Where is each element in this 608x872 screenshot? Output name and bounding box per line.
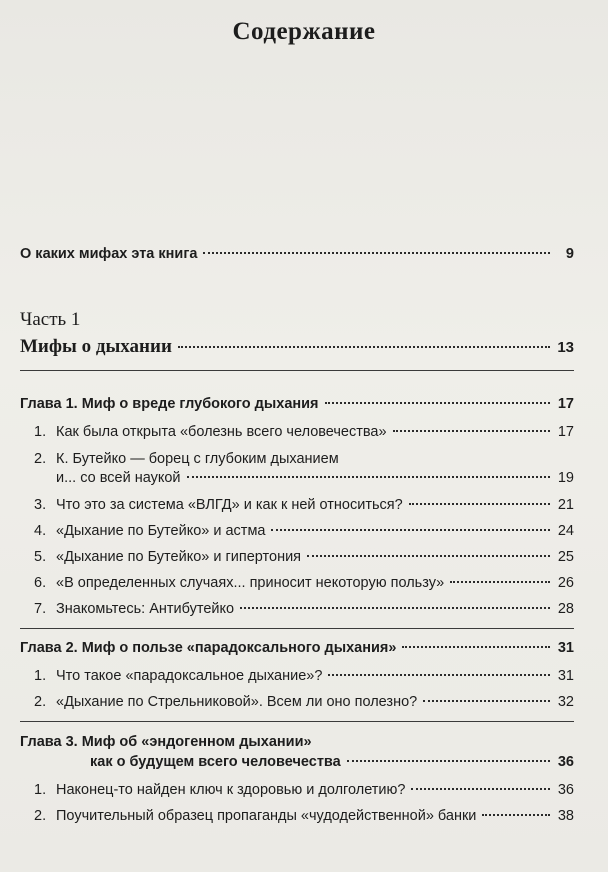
toc-page-number: 28 (557, 601, 574, 617)
toc-entry-text: О каких мифах эта книга (20, 246, 198, 262)
dot-leader (411, 788, 550, 790)
section-number: 7. (34, 601, 47, 617)
section-number: 1. (34, 782, 47, 798)
section-text: Знакомьтесь: Антибутейко (56, 601, 235, 617)
section-number: 2. (34, 694, 47, 710)
dot-leader (187, 476, 550, 478)
toc-page-number: 9 (565, 246, 574, 262)
toc-section (34, 523, 574, 539)
toc-entry-intro (20, 246, 574, 262)
toc-section (34, 782, 574, 798)
section-text: Как была открыта «болезнь всего человечества» (56, 424, 387, 440)
section-text: Что это за система «ВЛГД» и как к ней относиться? (56, 497, 403, 513)
section-text: «В определенных случаях... приносит некоторую пользу» (56, 575, 445, 591)
toc-page-number: 31 (557, 668, 574, 684)
chapter-title-continuation: как о будущем всего человечества (90, 754, 341, 770)
toc-page-number: 36 (557, 782, 574, 798)
dot-leader (178, 346, 550, 348)
toc-page-number: 17 (557, 424, 574, 440)
toc-section (34, 808, 574, 824)
toc-page-number: 36 (557, 754, 574, 770)
toc-entry-part (20, 336, 574, 358)
toc-section (34, 668, 574, 684)
section-number: 1. (34, 424, 47, 440)
toc-page-number: 24 (557, 523, 574, 539)
page-title: Содержание (232, 18, 376, 45)
toc-section-continuation (56, 470, 574, 486)
toc-page-number: 25 (557, 549, 574, 565)
toc-section (34, 451, 574, 467)
section-text: Наконец-то найден ключ к здоровью и долголетию? (56, 782, 406, 798)
chapter-divider (20, 721, 574, 722)
section-text: «Дыхание по Бутейко» и гипертония (56, 549, 302, 565)
dot-leader (347, 760, 550, 762)
toc-section (34, 549, 574, 565)
dot-leader (409, 503, 550, 505)
toc-chapter-3 (90, 754, 574, 770)
chapter-divider (20, 628, 574, 629)
toc-page-number: 17 (557, 396, 574, 412)
toc-section (34, 424, 574, 440)
dot-leader (307, 555, 550, 557)
toc-page-number: 32 (557, 694, 574, 710)
dot-leader (402, 646, 550, 648)
toc-page-number: 26 (557, 575, 574, 591)
dot-leader (203, 252, 550, 254)
section-number: 2. (34, 451, 47, 467)
section-number: 6. (34, 575, 47, 591)
dot-leader (393, 430, 550, 432)
toc-section (34, 601, 574, 617)
dot-leader (450, 581, 550, 583)
section-number: 2. (34, 808, 47, 824)
chapter-title: Глава 3. Миф об «эндогенном дыхании» (20, 734, 312, 750)
part-label: Часть 1 (20, 309, 81, 330)
toc-section (34, 694, 574, 710)
dot-leader (328, 674, 550, 676)
toc-page-number: 38 (557, 808, 574, 824)
section-text: Что такое «парадоксальное дыхание»? (56, 668, 323, 684)
toc-chapter-1 (20, 396, 574, 412)
section-number: 1. (34, 668, 47, 684)
dot-leader (482, 814, 550, 816)
dot-leader (240, 607, 550, 609)
section-number: 3. (34, 497, 47, 513)
dot-leader (325, 402, 550, 404)
toc-page-number: 19 (557, 470, 574, 486)
toc-chapter-2 (20, 640, 574, 656)
section-text: Поучительный образец пропаганды «чудодейственной» банки (56, 808, 477, 824)
part-title: Мифы о дыхании (20, 336, 172, 357)
toc-section (34, 497, 574, 513)
toc-page-number: 21 (557, 497, 574, 513)
dot-leader (271, 529, 550, 531)
section-text: К. Бутейко — борец с глубоким дыханием (56, 451, 339, 467)
toc-page-number: 31 (557, 640, 574, 656)
toc-page-number: 13 (557, 339, 574, 356)
section-text: и... со всей наукой (56, 470, 181, 486)
dot-leader (423, 700, 550, 702)
section-text: «Дыхание по Бутейко» и астма (56, 523, 266, 539)
chapter-title: Глава 1. Миф о вреде глубокого дыхания (20, 396, 319, 412)
section-number: 5. (34, 549, 47, 565)
chapter-title: Глава 2. Миф о пользе «парадоксального дыхания» (20, 640, 397, 656)
part-divider (20, 370, 574, 371)
toc-section (34, 575, 574, 591)
section-text: «Дыхание по Стрельниковой». Всем ли оно полезно? (56, 694, 418, 710)
section-number: 4. (34, 523, 47, 539)
